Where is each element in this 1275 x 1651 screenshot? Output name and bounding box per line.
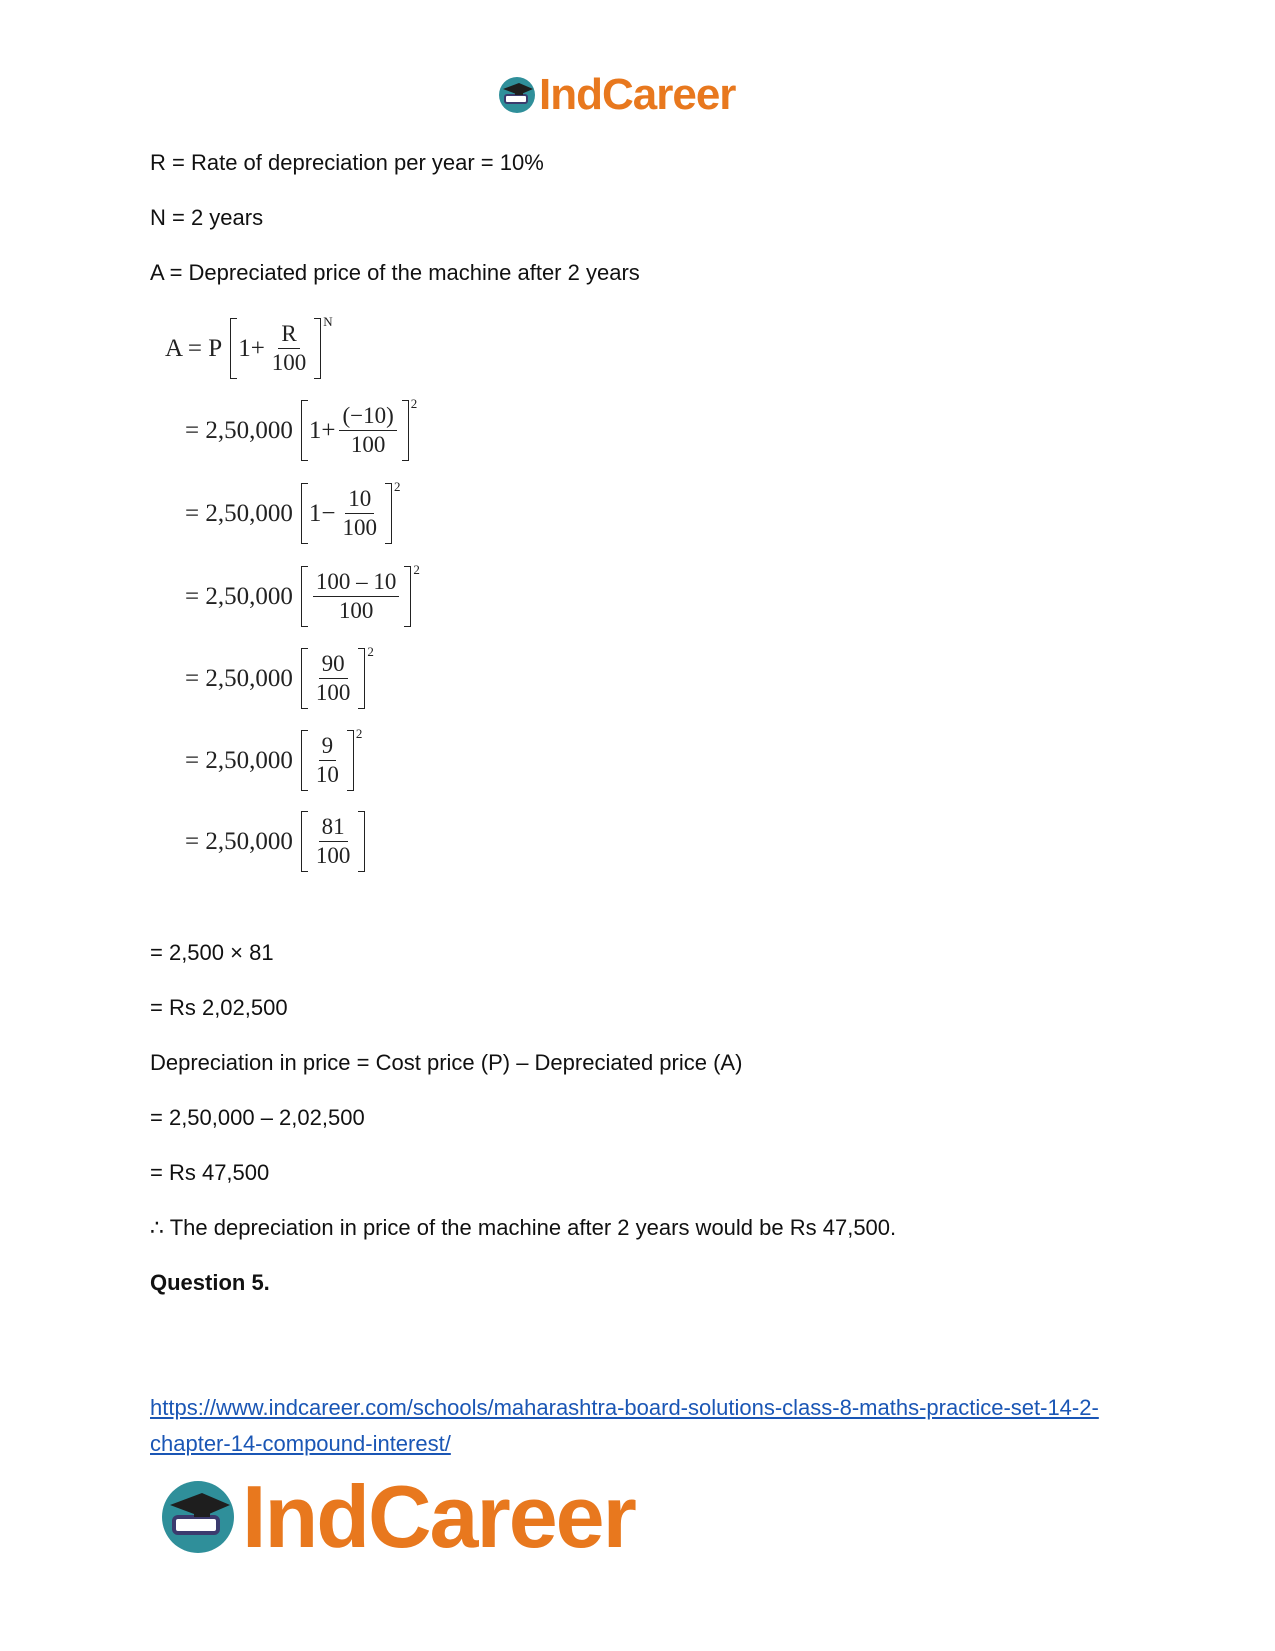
step-1	[185, 396, 418, 461]
principal: = 2,50,000	[185, 582, 293, 610]
years-definition: N = 2 years	[150, 205, 264, 230]
bracket	[301, 566, 412, 627]
numerator: 10	[345, 487, 374, 514]
one-minus: 1−	[308, 499, 336, 527]
denominator: 10	[315, 762, 339, 788]
fraction	[339, 487, 380, 540]
source-link[interactable]: https://www.indcareer.com/schools/maharashtra-board-solutions-class-8-maths-practice-set-14-2-chapter-14-compound-interest/	[150, 1395, 1099, 1456]
bracket	[301, 648, 366, 709]
brand-name: IndCareer	[539, 70, 736, 119]
graduation-cap-book-icon	[497, 75, 537, 115]
fraction	[313, 815, 354, 868]
exponent: 2	[393, 479, 401, 494]
step-depreciated-price: = Rs 2,02,500	[150, 995, 288, 1020]
numerator: (−10)	[339, 404, 396, 431]
step-multiply: = 2,500 × 81	[150, 940, 274, 965]
formula-lhs: A = P	[165, 334, 223, 362]
bracket	[301, 483, 392, 544]
step-6	[185, 811, 365, 872]
question-heading: Question 5.	[150, 1270, 270, 1295]
numerator: 90	[319, 652, 348, 679]
numerator: R	[278, 322, 299, 349]
principal: = 2,50,000	[185, 827, 293, 855]
fraction	[269, 322, 310, 375]
bracket	[301, 811, 366, 872]
bracket	[230, 318, 321, 379]
exponent: 2	[413, 562, 420, 577]
denominator: 100	[338, 598, 374, 624]
principal: = 2,50,000	[185, 499, 293, 527]
bracket	[301, 730, 354, 791]
one-plus: 1+	[238, 334, 265, 362]
one-plus: 1+	[308, 416, 336, 444]
principal: = 2,50,000	[185, 416, 293, 444]
step-4	[185, 644, 374, 709]
rate-definition: R = Rate of depreciation per year = 10%	[150, 150, 544, 175]
step-5	[185, 726, 363, 791]
numerator: 100 – 10	[313, 570, 400, 597]
brand-name: IndCareer	[242, 1467, 635, 1566]
graduation-cap-book-icon	[158, 1477, 238, 1557]
depreciation-substitution: = 2,50,000 – 2,02,500	[150, 1105, 365, 1130]
depreciation-result: = Rs 47,500	[150, 1160, 270, 1185]
amount-definition: A = Depreciated price of the machine after 2 years	[150, 260, 640, 285]
footer-logo	[158, 1466, 635, 1568]
calculation-steps	[160, 314, 460, 903]
formula-line	[165, 314, 333, 379]
principal: = 2,50,000	[185, 746, 293, 774]
header-logo	[497, 70, 735, 120]
denominator: 100	[350, 432, 386, 458]
fraction	[313, 652, 354, 705]
fraction	[313, 734, 342, 787]
exponent: 2	[410, 396, 418, 411]
exponent: N	[323, 314, 333, 329]
principal: = 2,50,000	[185, 664, 293, 692]
step-2	[185, 479, 401, 544]
fraction	[313, 570, 400, 623]
numerator: 9	[319, 734, 337, 761]
exponent: 2	[355, 726, 363, 741]
denominator: 100	[271, 350, 307, 376]
exponent: 2	[367, 644, 374, 659]
denominator: 100	[315, 843, 351, 869]
denominator: 100	[342, 515, 377, 541]
numerator: 81	[319, 815, 348, 842]
depreciation-formula: Depreciation in price = Cost price (P) – Depreciated price (A)	[150, 1050, 743, 1075]
step-3	[185, 562, 420, 627]
conclusion: ∴ The depreciation in price of the machine after 2 years would be Rs 47,500.	[150, 1215, 897, 1240]
bracket	[301, 400, 409, 461]
fraction	[339, 404, 396, 457]
denominator: 100	[315, 680, 351, 706]
